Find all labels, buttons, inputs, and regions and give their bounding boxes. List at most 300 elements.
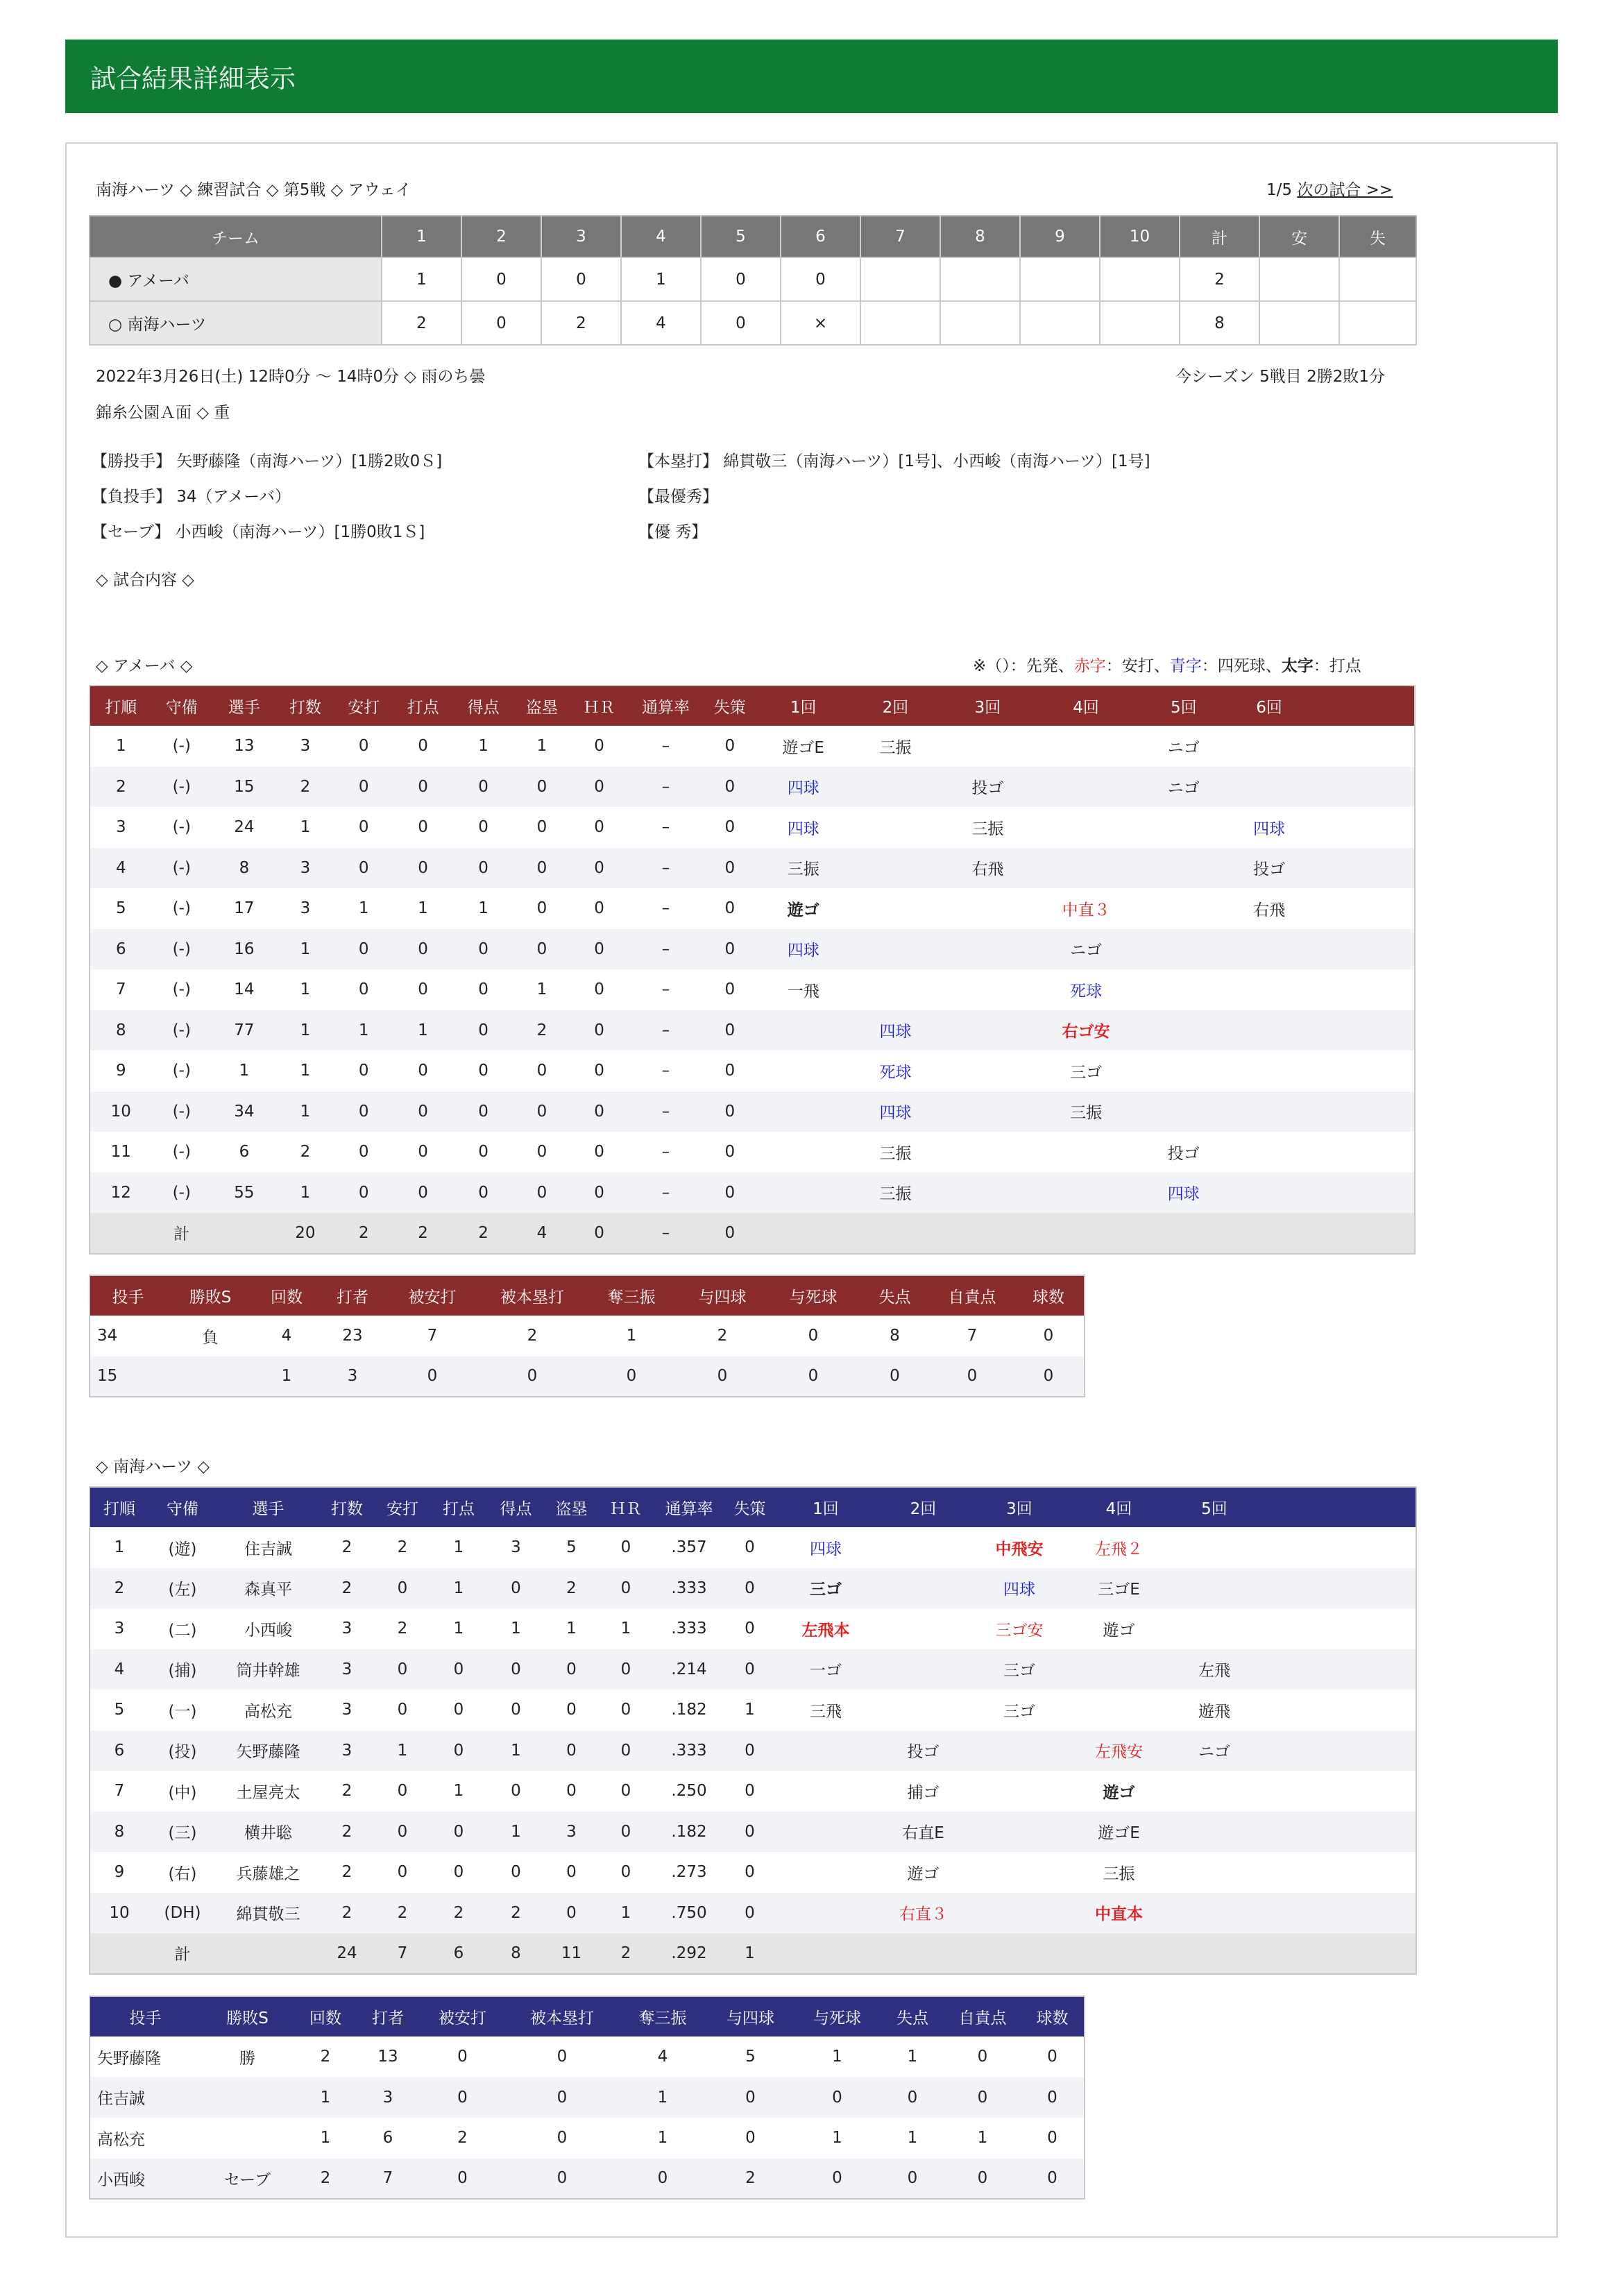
away-batting-cell: 0 <box>514 1091 569 1132</box>
home-pitching-cell: 0 <box>419 2159 506 2200</box>
home-batting-inning-result: 四球 <box>971 1568 1068 1609</box>
away-batting-inning-result <box>1229 969 1309 1010</box>
legend-bold: 太字 <box>1281 657 1314 675</box>
home-pitching-cell: 0 <box>457 2048 468 2066</box>
home-batting-cell: 5 <box>114 1701 125 1719</box>
home-batting-cell: 6 <box>90 1730 148 1771</box>
home-batting-cell: .333 <box>671 1619 707 1638</box>
scoreboard-header-cell: 安 <box>1259 216 1339 257</box>
scoreboard-row <box>90 301 1416 345</box>
away-batting-table <box>89 685 1416 1255</box>
home-batting-cell: 2 <box>431 1893 486 1934</box>
home-pitching-cell: 1 <box>832 2129 842 2148</box>
home-pitching-cell: 0 <box>944 2159 1021 2200</box>
home-pitching-cell: 4 <box>657 2048 668 2066</box>
away-batting-header-cell: 得点 <box>452 686 515 726</box>
home-batting-cell: 1 <box>431 1568 486 1609</box>
away-batting-cell: 0 <box>418 980 428 999</box>
home-batting-player-name: 住吉誠 <box>244 1540 292 1558</box>
home-batting-player-name: 小西峻 <box>244 1621 292 1640</box>
home-batting-inning-result: 一ゴ <box>776 1649 876 1690</box>
away-batting-cell: 3 <box>277 848 334 889</box>
home-batting-cell: 0 <box>597 1568 654 1609</box>
legend-red: 赤字 <box>1073 657 1106 675</box>
home-batting-cell: 2 <box>341 1863 352 1882</box>
home-batting-inning-result <box>971 1852 1068 1893</box>
away-batting-cell: 0 <box>418 1143 428 1162</box>
home-pitching-cell: 0 <box>745 2129 756 2148</box>
scoreboard-cell: 2 <box>541 301 621 345</box>
away-batting-cell: 0 <box>702 848 757 889</box>
away-batting-header-cell: 安打 <box>334 686 393 726</box>
away-batting-row <box>90 1051 1415 1091</box>
scoreboard-cell: 0 <box>701 257 781 301</box>
home-pitching-cell: 0 <box>944 2077 1021 2118</box>
home-pitching-cell: 1 <box>907 2129 918 2148</box>
away-batting-total-row <box>90 1213 1415 1254</box>
home-batting-inning-result <box>971 1771 1068 1812</box>
home-batting-cell: 8 <box>90 1812 148 1853</box>
away-batting-cell: – <box>661 1062 670 1080</box>
game-nav <box>1266 177 1393 200</box>
away-batting-inning-result <box>1229 767 1309 808</box>
home-pitching-table <box>89 1996 1085 2200</box>
away-pitching-cell: 1 <box>255 1357 318 1397</box>
home-batting-cell: 3 <box>545 1812 597 1853</box>
home-batting-cell: (左) <box>148 1568 216 1609</box>
away-batting-pad-cell <box>1309 1010 1415 1051</box>
away-batting-cell: 4 <box>514 1213 569 1254</box>
away-batting-inning-result <box>1229 1213 1309 1254</box>
away-batting-inning-result <box>1229 1173 1309 1214</box>
home-batting-pad-cell <box>1259 1812 1416 1853</box>
away-batting-cell: 0 <box>724 1062 736 1080</box>
home-batting-cell: 10 <box>90 1893 148 1934</box>
away-batting-header-cell: 打順 <box>90 686 152 726</box>
away-batting-player-name: 15 <box>212 767 277 808</box>
away-batting-cell: 0 <box>514 1173 569 1214</box>
away-pitching-cell: 7 <box>967 1327 978 1345</box>
away-pitching-cell: 7 <box>427 1327 438 1345</box>
away-batting-cell: 0 <box>594 737 604 756</box>
home-batting-cell: 3 <box>114 1619 125 1638</box>
home-pitching-pitcher-name: 高松充 <box>97 2130 145 2149</box>
home-pitching-header-cell: 被本塁打 <box>506 1996 618 2036</box>
away-batting-cell: 0 <box>452 1091 515 1132</box>
home-batting-row <box>90 1527 1416 1568</box>
away-pitching-cell: 2 <box>717 1327 728 1345</box>
excellent-players: 【優 秀】 <box>638 523 708 541</box>
scoreboard-header-cell: 8 <box>940 216 1020 257</box>
away-batting-inning-result <box>1138 1051 1229 1091</box>
away-pitching-header-cell: 投手 <box>90 1275 166 1316</box>
home-batting-cell: 6 <box>431 1933 486 1974</box>
home-batting-inning-result: 三ゴE <box>1068 1568 1170 1609</box>
home-batting-inning-result <box>971 1933 1068 1974</box>
home-batting-inning-result <box>1170 1608 1259 1649</box>
home-batting-header-cell: 打順 <box>90 1487 148 1527</box>
home-batting-cell: 0 <box>745 1863 755 1882</box>
away-batting-inning-result <box>757 1132 849 1173</box>
away-batting-inning-result <box>849 969 942 1010</box>
away-batting-cell: 1 <box>393 1010 452 1051</box>
away-batting-cell: 0 <box>724 737 736 756</box>
away-batting-header-cell: 1回 <box>757 686 849 726</box>
away-batting-cell: 0 <box>393 1173 452 1214</box>
away-batting-cell: 2 <box>452 1213 515 1254</box>
away-batting-inning-result: 三振 <box>849 1173 942 1214</box>
away-batting-cell: 0 <box>724 980 736 999</box>
home-batting-cell: 3 <box>320 1730 374 1771</box>
away-pitching-cell: 0 <box>677 1357 768 1397</box>
home-batting-cell: .214 <box>654 1649 724 1690</box>
home-batting-cell: 2 <box>486 1893 545 1934</box>
away-batting-inning-result: 遊ゴE <box>782 738 824 757</box>
mvp: 【最優秀】 <box>638 488 718 506</box>
home-batting-cell: .182 <box>654 1812 724 1853</box>
away-batting-row <box>90 726 1415 767</box>
away-batting-inning-result <box>1138 1010 1229 1051</box>
home-batting-cell: .333 <box>654 1730 724 1771</box>
away-batting-cell: 0 <box>702 1213 757 1254</box>
home-batting-cell: 2 <box>90 1568 148 1609</box>
home-batting-cell: 0 <box>745 1619 755 1638</box>
away-batting-cell: 0 <box>334 1173 393 1214</box>
away-batting-inning-result <box>1138 807 1229 848</box>
home-batting-header-cell: 得点 <box>486 1487 545 1527</box>
away-batting-header-cell: ＨＲ <box>569 686 629 726</box>
away-batting-cell: – <box>629 1213 702 1254</box>
scoreboard-team-name: ○ 南海ハーツ <box>90 301 382 345</box>
scoreboard-header-cell: 5 <box>701 216 781 257</box>
away-batting-inning-result <box>942 888 1034 929</box>
home-batting-inning-result <box>1170 1893 1259 1934</box>
home-pitching-cell: 2 <box>320 2048 331 2066</box>
home-batting-header-cell: 3回 <box>971 1487 1068 1527</box>
away-batting-cell: 2 <box>277 767 334 808</box>
home-batting-cell: 4 <box>90 1649 148 1690</box>
home-batting-inning-result <box>971 1812 1068 1853</box>
home-batting-cell: 2 <box>545 1568 597 1609</box>
home-pitching-cell: 0 <box>556 2048 568 2066</box>
scoreboard-table <box>89 215 1417 346</box>
home-pitching-header-cell: 球数 <box>1021 1996 1085 2036</box>
home-batting-cell: 0 <box>745 1782 755 1801</box>
away-batting-cell: (-) <box>172 1062 191 1080</box>
home-batting-inning-result <box>1170 1852 1259 1893</box>
home-batting-header-row <box>90 1487 1416 1527</box>
away-batting-header-cell: 通算率 <box>629 686 702 726</box>
scoreboard-header-cell: 失 <box>1339 216 1416 257</box>
home-batting-cell: 3 <box>341 1701 352 1719</box>
away-pitching-cell: 0 <box>1013 1357 1085 1397</box>
away-batting-cell: 1 <box>478 737 488 756</box>
home-pitching-header-cell: 投手 <box>90 1996 201 2036</box>
home-batting-cell: 0 <box>486 1649 545 1690</box>
home-batting-row <box>90 1852 1416 1893</box>
away-batting-cell: 0 <box>702 929 757 970</box>
home-batting-row <box>90 1812 1416 1853</box>
home-batting-cell: 1 <box>114 1538 125 1557</box>
home-batting-inning-result: ニゴ <box>1170 1730 1259 1771</box>
home-pitching-cell: 3 <box>357 2077 419 2118</box>
home-batting-cell: (一) <box>168 1702 197 1721</box>
home-batting-inning-result <box>776 1893 876 1934</box>
away-batting-cell: 9 <box>115 1062 126 1080</box>
away-batting-cell: 0 <box>358 980 369 999</box>
legend-mid1: ：安打、 <box>1105 657 1170 675</box>
home-batting-cell: (中) <box>168 1783 197 1802</box>
away-batting-inning-result <box>1034 767 1139 808</box>
home-pitching-cell: 1 <box>657 2129 668 2148</box>
home-batting-cell: 9 <box>114 1863 125 1882</box>
scoreboard-cell: 2 <box>1180 257 1259 301</box>
home-batting-header-cell: 1回 <box>776 1487 876 1527</box>
home-batting-cell: 2 <box>397 1619 408 1638</box>
home-batting-cell: 0 <box>545 1649 597 1690</box>
home-pitching-cell <box>201 2077 294 2118</box>
away-batting-inning-result <box>757 1051 849 1091</box>
scoreboard-header-cell: 4 <box>621 216 701 257</box>
away-batting-cell: – <box>661 818 670 837</box>
away-batting-cell: 0 <box>452 1010 515 1051</box>
home-batting-inning-result <box>776 1852 876 1893</box>
away-batting-inning-result <box>942 969 1034 1010</box>
home-batting-header-cell: 安打 <box>374 1487 431 1527</box>
home-pitching-header-cell: 回数 <box>294 1996 357 2036</box>
home-pitching-cell: 1 <box>320 2129 331 2148</box>
scoreboard-cell <box>1020 301 1100 345</box>
home-batting-inning-result <box>1068 1933 1170 1974</box>
scoreboard-cell: 1 <box>621 257 701 301</box>
away-batting-cell: 6 <box>90 929 152 970</box>
away-batting-cell: – <box>661 1143 670 1162</box>
away-batting-cell: 0 <box>569 848 629 889</box>
home-batting-cell: 1 <box>486 1730 545 1771</box>
away-batting-inning-result: 四球 <box>1138 1173 1229 1214</box>
home-batting-header-cell: 5回 <box>1170 1487 1259 1527</box>
home-batting-player-name: 横井聡 <box>216 1812 320 1853</box>
legend-prefix: ※（）：先発、 <box>973 657 1074 675</box>
away-batting-cell: 8 <box>90 1010 152 1051</box>
away-batting-row <box>90 969 1415 1010</box>
home-batting-inning-result: 中直本 <box>1068 1893 1170 1934</box>
home-batting-header-cell: 打点 <box>431 1487 486 1527</box>
away-batting-inning-result: 三ゴ <box>1070 1063 1103 1082</box>
home-batting-inning-result: 遊ゴE <box>1068 1812 1170 1853</box>
away-batting-cell: 0 <box>569 1091 629 1132</box>
away-pitching-cell: 4 <box>281 1327 292 1345</box>
home-batting-row <box>90 1690 1416 1730</box>
away-batting-cell: 0 <box>724 818 736 837</box>
away-batting-cell: 0 <box>452 767 515 808</box>
away-batting-inning-result <box>942 1051 1034 1091</box>
home-pitching-cell: 1 <box>294 2077 357 2118</box>
away-batting-cell: 1 <box>277 929 334 970</box>
home-batting-cell: 2 <box>374 1893 431 1934</box>
away-batting-player-name: 14 <box>234 980 255 999</box>
home-batting-cell: (DH) <box>148 1893 216 1934</box>
scoreboard-cell: 0 <box>461 257 541 301</box>
away-batting-cell: (-) <box>172 899 191 918</box>
home-batting-pad-cell <box>1259 1852 1416 1893</box>
away-batting-cell: 0 <box>702 1010 757 1051</box>
away-batting-player-name: 77 <box>212 1010 277 1051</box>
away-batting-inning-result <box>757 1173 849 1214</box>
home-pitching-pitcher-name: 矢野藤隆 <box>97 2049 161 2068</box>
home-batting-player-name <box>216 1933 320 1974</box>
legend-mid2: ：四死球、 <box>1201 657 1282 675</box>
home-pitching-cell: 13 <box>377 2048 398 2066</box>
home-batting-cell: (投) <box>148 1730 216 1771</box>
away-batting-cell: 0 <box>569 929 629 970</box>
away-batting-inning-result <box>942 726 1034 767</box>
home-batting-cell: 0 <box>620 1863 631 1882</box>
home-batting-inning-result: 右直３ <box>876 1893 971 1934</box>
home-pitching-pitcher-name: 住吉誠 <box>90 2077 201 2118</box>
away-batting-inning-result: 遊ゴ <box>787 901 819 919</box>
away-batting-cell: (-) <box>172 737 191 756</box>
home-batting-cell: 1 <box>453 1619 464 1638</box>
away-batting-inning-result: 投ゴ <box>1167 1144 1200 1163</box>
away-batting-inning-result <box>1229 726 1309 767</box>
away-batting-cell: (-) <box>152 1010 212 1051</box>
away-batting-cell: 0 <box>594 980 604 999</box>
away-batting-inning-result: ニゴ <box>1138 767 1229 808</box>
away-batting-cell: 0 <box>358 1143 369 1162</box>
home-batting-cell: 0 <box>597 1649 654 1690</box>
home-batting-inning-result: 左飛安 <box>1068 1730 1170 1771</box>
home-batting-row <box>90 1608 1416 1649</box>
away-batting-row <box>90 929 1415 970</box>
away-pitching-cell: 0 <box>386 1357 478 1397</box>
away-batting-inning-result <box>1034 1173 1139 1214</box>
scoreboard-header-cell: 3 <box>541 216 621 257</box>
game-date-weather: 2022年3月26日(土) 12時0分 〜 14時0分 ◇ 雨のち曇 <box>96 368 486 386</box>
away-batting-inning-result <box>1034 1132 1139 1173</box>
home-batting-inning-result <box>876 1649 971 1690</box>
home-batting-header-cell: 通算率 <box>654 1487 724 1527</box>
home-batting-player-name: 森真平 <box>216 1568 320 1609</box>
away-batting-cell <box>90 1213 152 1254</box>
scoreboard-cell <box>1100 257 1180 301</box>
home-batting-pad-cell <box>1259 1608 1416 1649</box>
away-pitching-cell: 1 <box>626 1327 637 1345</box>
away-pitching-cell <box>166 1357 255 1397</box>
home-batting-cell: 0 <box>724 1730 776 1771</box>
home-batting-cell: .292 <box>654 1933 724 1974</box>
away-batting-cell: 2 <box>90 767 152 808</box>
home-batting-total-row <box>90 1933 1416 1974</box>
away-batting-cell: 1 <box>300 1062 311 1080</box>
save-pitcher: 【セーブ】 小西峻（南海ハーツ）[1勝0敗1Ｓ] <box>92 523 425 541</box>
home-batting-cell: 7 <box>374 1933 431 1974</box>
away-pitching-header-cell: 打者 <box>318 1275 386 1316</box>
home-batting-cell: 1 <box>597 1893 654 1934</box>
home-batting-inning-result <box>876 1933 971 1974</box>
season-record: 今シーズン 5戦目 2勝2敗1分 <box>1175 368 1386 386</box>
away-batting-inning-result <box>1138 1091 1229 1132</box>
away-batting-cell: 1 <box>300 818 311 837</box>
home-batting-cell: 0 <box>620 1538 631 1557</box>
away-batting-cell: 0 <box>569 1010 629 1051</box>
home-batting-inning-result: 左飛本 <box>801 1621 850 1640</box>
home-batting-header-cell: 選手 <box>216 1487 320 1527</box>
home-batting-inning-result: 三ゴ <box>776 1568 876 1609</box>
home-pitching-row <box>90 2036 1085 2077</box>
away-batting-pad-cell <box>1309 1132 1415 1173</box>
home-pitching-cell: 7 <box>357 2159 419 2200</box>
legend-suffix: ：打点 <box>1313 657 1361 675</box>
away-batting-row <box>90 1132 1415 1173</box>
away-batting-cell: 0 <box>418 737 428 756</box>
venue-condition: 錦糸公園Ａ面 ◇ 重 <box>96 404 230 422</box>
away-batting-cell: 0 <box>478 980 488 999</box>
scoreboard-header-cell: チーム <box>90 216 382 257</box>
home-batting-cell: 0 <box>374 1568 431 1609</box>
home-batting-cell: 0 <box>374 1812 431 1853</box>
away-batting-cell: 0 <box>393 1091 452 1132</box>
home-batting-pad-cell <box>1259 1690 1416 1730</box>
away-batting-inning-result: 三振 <box>757 848 849 889</box>
away-batting-header-cell: 打点 <box>393 686 452 726</box>
home-batting-header-cell: 失策 <box>724 1487 776 1527</box>
home-batting-player-name: 矢野藤隆 <box>216 1730 320 1771</box>
away-batting-cell: 1 <box>358 899 369 918</box>
home-batting-cell: .357 <box>671 1538 707 1557</box>
away-batting-cell: 4 <box>90 848 152 889</box>
home-batting-inning-result: 捕ゴ <box>907 1783 940 1802</box>
away-pitching-header-cell: 自責点 <box>931 1275 1013 1316</box>
home-batting-pad-cell <box>1259 1568 1416 1609</box>
away-batting-cell: (-) <box>152 848 212 889</box>
away-batting-player-name: 8 <box>212 848 277 889</box>
home-batting-cell: 0 <box>431 1649 486 1690</box>
away-pitching-pitcher-name: 34 <box>97 1327 118 1345</box>
home-batting-cell: 0 <box>597 1730 654 1771</box>
away-pitching-cell: 0 <box>478 1357 586 1397</box>
legend-blue: 青字 <box>1169 657 1202 675</box>
home-batting-cell: 0 <box>724 1568 776 1609</box>
away-batting-cell: – <box>629 1091 702 1132</box>
home-batting-cell: 0 <box>724 1893 776 1934</box>
away-batting-inning-result: 死球 <box>879 1063 912 1082</box>
home-pitching-cell: 0 <box>881 2159 944 2200</box>
home-batting-inning-result <box>776 1730 876 1771</box>
home-batting-cell: 0 <box>620 1782 631 1801</box>
scoreboard-cell: 0 <box>701 301 781 345</box>
home-batting-inning-result <box>876 1608 971 1649</box>
home-batting-inning-result <box>1170 1771 1259 1812</box>
away-batting-cell: 1 <box>418 899 428 918</box>
away-batting-cell: 3 <box>300 899 311 918</box>
away-batting-cell: 0 <box>393 929 452 970</box>
away-batting-row <box>90 888 1415 929</box>
away-batting-cell: 10 <box>90 1091 152 1132</box>
home-pitching-cell: 2 <box>294 2159 357 2200</box>
away-batting-cell: 計 <box>152 1213 212 1254</box>
away-pitching-header-cell: 奪三振 <box>586 1275 677 1316</box>
home-pitching-cell: 0 <box>977 2048 988 2066</box>
home-batting-inning-result: 四球 <box>810 1540 842 1558</box>
away-batting-header-cell: 6回 <box>1229 686 1309 726</box>
home-batting-cell: 2 <box>341 1538 352 1557</box>
home-batting-cell: 0 <box>545 1730 597 1771</box>
away-pitching-cell: 0 <box>931 1357 1013 1397</box>
away-batting-inning-result <box>942 1010 1034 1051</box>
away-batting-row <box>90 848 1415 889</box>
next-game-link[interactable]: 次の試合 >> <box>1297 181 1393 199</box>
